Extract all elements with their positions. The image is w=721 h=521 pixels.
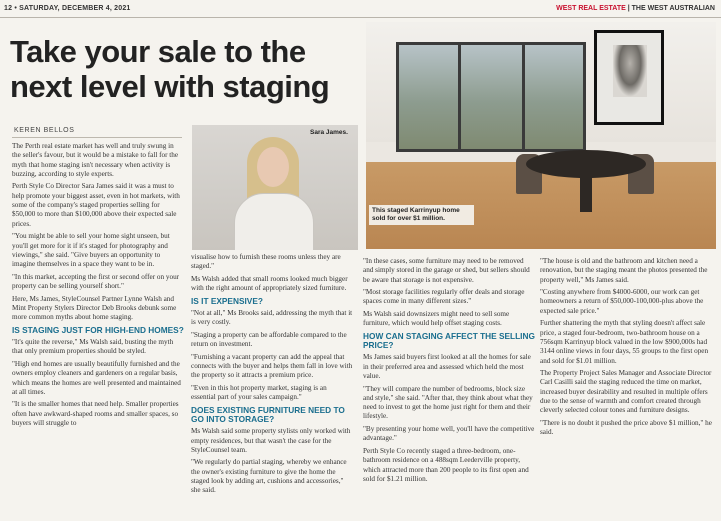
wall-art-frame bbox=[594, 30, 664, 125]
subheading: DOES EXISTING FURNITURE NEED TO GO INTO STORAGE? bbox=[191, 404, 345, 425]
paragraph: "Furnishing a vacant property can add the appeal that connects with the buyer and helps them fall in love with the property so it attracts a premium price. bbox=[191, 352, 353, 380]
paragraph: The Property Project Sales Manager and Associate Director Carl Casilli said the staging reduced the time on market, increased buyer desirability and resulted in multiple offers due to the sense of warmth and comfort created through cleverly selected colour tones and furniture designs. bbox=[540, 369, 712, 415]
section-name: WEST REAL ESTATE bbox=[556, 5, 626, 12]
paragraph: "In this market, accepting the first or second offer on your property can be selling yourself short." bbox=[12, 272, 180, 291]
portrait-caption: Sara James. bbox=[310, 129, 348, 136]
photo-window bbox=[396, 42, 586, 152]
paragraph: "The house is old and the bathroom and kitchen need a renovation, but the staging meant the photos presented the property well," Ms James said. bbox=[540, 257, 708, 284]
paragraph: Perth Style Co recently staged a three-bedroom, one-bathroom residence on a 488sqm Leederville property, which attracted more than 200 people to its first open and sold for $1.21 million. bbox=[363, 446, 529, 483]
paragraph: "Not at all," Ms Brooks said, addressing the myth that it is very costly. bbox=[191, 308, 353, 327]
paragraph: "Most storage facilities regularly offer deals and storage spaces come in many different sizes." bbox=[363, 288, 525, 306]
paragraph: "It is the smaller homes that need help. Smaller properties often have awkward-shaped rooms and smaller spaces, so buyers will struggle to bbox=[12, 400, 179, 427]
paragraph: "Even in this hot property market, staging is an essential part of your sales campaign." bbox=[191, 383, 327, 402]
paragraph: "There is no doubt it pushed the price above $1 million," he said. bbox=[540, 418, 712, 437]
window-mullion bbox=[458, 42, 461, 152]
paragraph: Further shattering the myth that styling doesn't affect sale price, a staged four-bedroom, two-bathroom house on a 756sqm Karrinyup block valued in the low $900,000s had 3144 online views in four days, 55 groups to the first open and sold for $1.01 million. bbox=[540, 319, 709, 365]
page-header bbox=[0, 0, 721, 18]
paragraph: "You might be able to sell your home sight unseen, but you'll get more for it if it's staged for photography and viewings," she said. "Give buyers an opportunity to imagine themselves in a space they want to be in. bbox=[12, 232, 170, 269]
dining-table-base bbox=[580, 172, 592, 212]
paragraph: "It's quite the reverse," Ms Walsh said, busting the myth that only premium properties should be styled. bbox=[12, 338, 174, 356]
paragraph: The Perth real estate market has well and truly swung in the seller's favour, but it would be a mistake to fall for the myth that home staging isn't necessary when activity is buzzing, according to style experts. bbox=[12, 142, 179, 178]
page-date-line: 12 • SATURDAY, DECEMBER 4, 2021 bbox=[4, 5, 131, 12]
section-label bbox=[556, 5, 715, 12]
article-column-4 bbox=[540, 257, 714, 441]
paper-name: | THE WEST AUSTRALIAN bbox=[627, 5, 715, 12]
paragraph: "In these cases, some furniture may need to be removed and simply stored in the garage or shed, but sellers should be aware that storage is not expensive. bbox=[363, 257, 530, 284]
portrait-face bbox=[257, 147, 289, 187]
portrait-photo bbox=[192, 125, 358, 250]
article-headline: Take your sale to the next level with staging bbox=[10, 34, 330, 104]
paragraph: Ms Walsh said downsizers might need to sell some furniture, which would help offset staging costs. bbox=[363, 310, 510, 328]
paragraph: Ms Walsh added that small rooms looked much bigger with the right amount of appropriately sized furniture. bbox=[191, 274, 348, 293]
paragraph: "We regularly do partial staging, whereby we enhance the owner's existing furniture to give the home the staged look by adding art, cushions and accessories," she said. bbox=[191, 458, 347, 495]
paragraph: Here, Ms James, StyleCounsel Partner Lynne Walsh and Mint Property Stylers Director Deb Brooks debunk some more common myths about home staging. bbox=[12, 294, 177, 322]
portrait-body bbox=[234, 193, 314, 250]
home-photo-caption: This staged Karrinyup home sold for over $1 million. bbox=[369, 205, 474, 225]
paragraph: Ms James said buyers first looked at all the homes for sale in their preferred area and assessed which held the most value. bbox=[363, 353, 531, 380]
article-column-3 bbox=[363, 257, 535, 487]
article-column-2 bbox=[191, 253, 353, 499]
subheading: IS IT EXPENSIVE? bbox=[191, 295, 263, 306]
paragraph: visualise how to furnish these rooms unless they are staged." bbox=[191, 253, 341, 271]
byline: KEREN BELLOS bbox=[14, 127, 75, 134]
paragraph: "By presenting your home well, you'll have the competitive advantage." bbox=[363, 425, 535, 443]
staged-home-photo bbox=[366, 22, 716, 249]
paragraph: Ms Walsh said some property stylists only worked with empty residences, but that wasn't the case for the StyleCounsel team. bbox=[191, 427, 351, 454]
byline-divider bbox=[12, 137, 182, 138]
subheading: HOW CAN STAGING AFFECT THE SELLING PRICE? bbox=[363, 330, 535, 351]
article-column-1 bbox=[12, 142, 184, 432]
paragraph: "High end homes are usually beautifully furnished and the owners employ cleaners and gardeners on a regular basis, which means the homes are well presented and maintained at all times. bbox=[12, 359, 181, 396]
wall-art bbox=[613, 45, 647, 97]
paragraph: "They will compare the number of bedrooms, block size and style," she said. "After that, they think about what they need to invest to get the home just right for them and their lifestyle. bbox=[363, 384, 533, 421]
subheading: IS STAGING JUST FOR HIGH-END HOMES? bbox=[12, 324, 184, 335]
paragraph: Perth Style Co Director Sara James said it was a must to help promote your biggest asset, even in hot markets, with some of the company's staged properties selling for $50,000 to more than $100,000 above their expected sale prices. bbox=[12, 182, 180, 228]
paragraph: "Costing anywhere from $4000-6000, our work can get homeowners a return of $50,000-100,000-plus above the expected sale price." bbox=[540, 288, 704, 315]
paragraph: "Staging a property can be affordable compared to the return on investment. bbox=[191, 330, 347, 349]
window-mullion bbox=[522, 42, 525, 152]
